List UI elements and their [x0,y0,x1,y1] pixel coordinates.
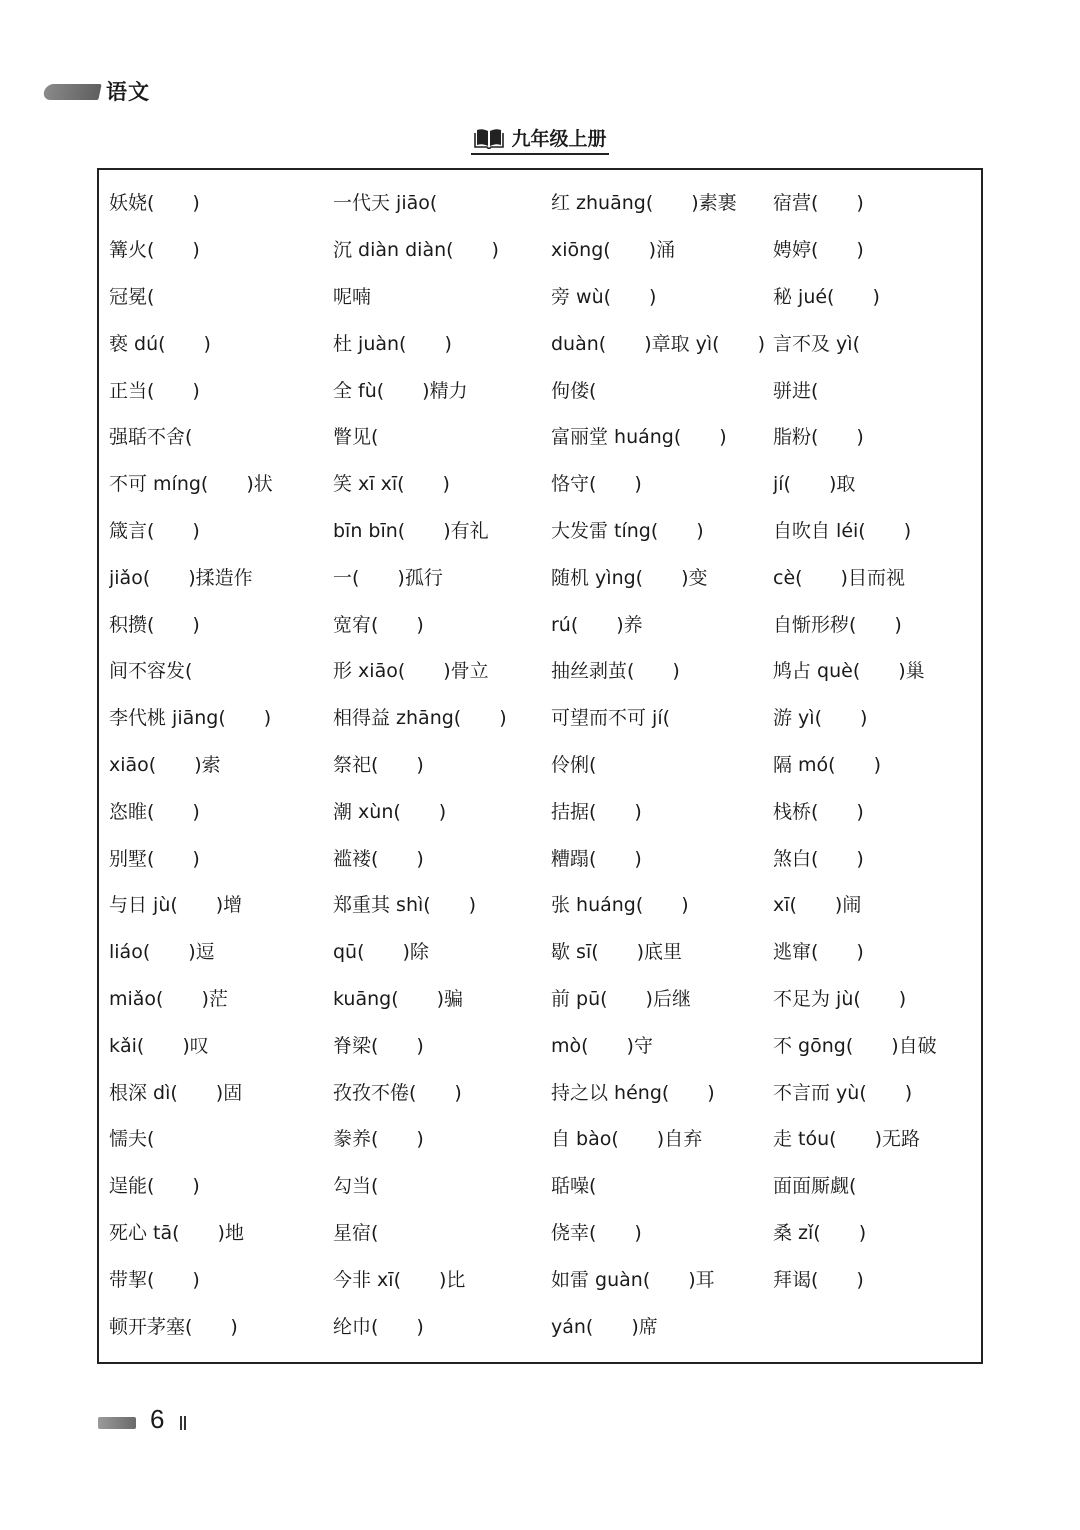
vocab-item: bīn bīn( )有礼 [333,519,489,542]
vocab-item: 郑重其 shì( ) [333,894,477,917]
vocab-item: 拮据( ) [551,800,642,823]
vocab-item: 死心 tā( )地 [109,1221,244,1244]
vocab-item: 歇 sī( )底里 [551,941,683,964]
page-number: 6 [150,1404,165,1434]
vocab-item: 抽丝剥茧( ) [551,660,680,683]
vocab-item: 恪守( ) [551,473,642,496]
vocab-item: 张 huáng( ) [551,894,689,917]
vocab-item: 拜谒( ) [773,1268,864,1291]
vocab-item: 全 fù( )精力 [333,379,468,402]
vocab-item: 带挈( ) [109,1268,200,1291]
vocab-item: xiōng( )涌 [551,239,676,262]
vocab-item: 侥幸( ) [551,1221,642,1244]
vocab-item: 骈进( [773,379,819,402]
vocab-item: 懦夫( [109,1128,155,1151]
vocab-item: 不 gōng( )自破 [773,1034,937,1057]
vocab-item: 宽宥( ) [333,613,424,636]
vocab-item: 前 pū( )后继 [551,987,691,1010]
section-title-text: 九年级上册 [511,128,607,150]
vocab-item: 娉婷( ) [773,239,864,262]
vocab-item: 形 xiāo( )骨立 [333,660,489,683]
vocab-item: 自 bào( )自弃 [551,1128,703,1151]
vocabulary-grid [109,180,969,1350]
vocab-item: 秘 jué( ) [773,285,880,308]
vocab-item: 祭祀( ) [333,753,424,776]
vocab-item: qū( )除 [333,941,429,964]
vocab-item: 星宿( [333,1221,379,1244]
vocab-item: 煞白( ) [773,847,864,870]
vocab-item: 勾当( [333,1175,379,1198]
vocab-item: 相得益 zhāng( ) [333,707,507,730]
vocab-item: 自吹自 léi( ) [773,519,912,542]
vocab-item: 箴言( ) [109,519,200,542]
vocab-item: 沉 diàn diàn( ) [333,239,499,262]
vocab-item: 鸠占 què( )巢 [773,660,925,683]
vocab-item: 言不及 yì( [773,332,860,355]
vocab-item: jí( )取 [773,473,856,496]
vocab-item: 大发雷 tíng( ) [551,519,704,542]
vocab-item: kǎi( )叹 [109,1034,209,1057]
vocab-item: 不足为 jù( ) [773,987,907,1010]
vocab-item: 逞能( ) [109,1175,200,1198]
vocab-item: 褴褛( ) [333,847,424,870]
vocab-item: 一( )孤行 [333,566,443,589]
vocab-item: 聒噪( [551,1175,597,1198]
vocab-item: 潮 xùn( ) [333,800,447,823]
vocab-item: 宿营( ) [773,192,864,215]
vocab-item: 篝火( ) [109,239,200,262]
vocab-item: duàn( )章取 yì( ) [551,332,766,355]
vocab-item: 富丽堂 huáng( ) [551,426,727,449]
vocab-item: liáo( )逗 [109,941,215,964]
vocab-item: 积攒( ) [109,613,200,636]
vocab-item: jiǎo( )揉造作 [109,566,253,589]
vocab-item [773,1303,969,1350]
vocab-item: 面面厮觑( [773,1175,857,1198]
vocab-item: 可望而不可 jí( [551,707,671,730]
vocab-item: 笑 xī xī( ) [333,473,450,496]
vocab-item: 根深 dì( )固 [109,1081,243,1104]
subject-label: 语文 [106,80,150,104]
vocab-item: 脂粉( ) [773,426,864,449]
vocabulary-box [97,168,983,1364]
vocab-item: 恣睢( ) [109,800,200,823]
vocab-item: 逃窜( ) [773,941,864,964]
vocab-item: xiāo( )索 [109,753,221,776]
vocab-item: 杜 juàn( ) [333,332,452,355]
vocab-item: miǎo( )茫 [109,987,228,1010]
vocab-item: 栈桥( ) [773,800,864,823]
vocab-item: 妖娆( ) [109,192,200,215]
vocab-item: 纶巾( ) [333,1315,424,1338]
vocab-item: 孜孜不倦( ) [333,1081,462,1104]
vocab-item: 瞥见( [333,426,379,449]
vocab-item: 顿开茅塞( ) [109,1315,238,1338]
vocab-item: 间不容发( [109,660,193,683]
vocab-item: 旁 wù( ) [551,285,657,308]
vocab-item: 冠冕( [109,285,155,308]
vocab-item: 持之以 héng( ) [551,1081,715,1104]
vocab-item: cè( )目而视 [773,566,905,589]
vocab-item: 不可 míng( )状 [109,473,273,496]
vocab-item: 正当( ) [109,379,200,402]
header-decoration-bar [42,84,101,100]
vocab-item: 走 tóu( )无路 [773,1128,920,1151]
vocab-item: 桑 zǐ( ) [773,1221,867,1244]
vocab-item: 随机 yìng( )变 [551,566,708,589]
vocab-item: 佝偻( [551,379,597,402]
vocab-item: 豢养( ) [333,1128,424,1151]
vocab-item: 自惭形秽( ) [773,613,902,636]
page-number-mark [180,1416,186,1430]
vocab-item: 别墅( ) [109,847,200,870]
vocab-item: 如雷 guàn( )耳 [551,1268,715,1291]
vocab-item: 伶俐( [551,753,597,776]
vocab-item: yán( )席 [551,1315,658,1338]
vocab-item: xī( )闹 [773,894,862,917]
vocab-item: 游 yì( ) [773,707,868,730]
footer-decoration-bar [98,1417,136,1429]
vocab-item: 一代天 jiāo( [333,192,438,215]
vocab-item: rú( )养 [551,613,643,636]
vocab-item: 强聒不舍( [109,426,193,449]
vocab-item: mò( )守 [551,1034,653,1057]
vocab-item: 与日 jù( )增 [109,894,243,917]
vocab-item: 今非 xī( )比 [333,1268,466,1291]
vocab-item: 糟蹋( ) [551,847,642,870]
vocab-item: 呢喃 [333,285,372,308]
vocab-item: 隔 mó( ) [773,753,881,776]
vocab-item: 不言而 yù( ) [773,1081,913,1104]
vocab-item: kuāng( )骗 [333,987,464,1010]
vocab-item: 亵 dú( ) [109,332,211,355]
book-icon [473,127,505,149]
vocab-item: 脊梁( ) [333,1034,424,1057]
vocab-item: 李代桃 jiāng( ) [109,707,272,730]
section-title [0,124,1080,155]
vocab-item: 红 zhuāng( )素裹 [551,192,737,215]
